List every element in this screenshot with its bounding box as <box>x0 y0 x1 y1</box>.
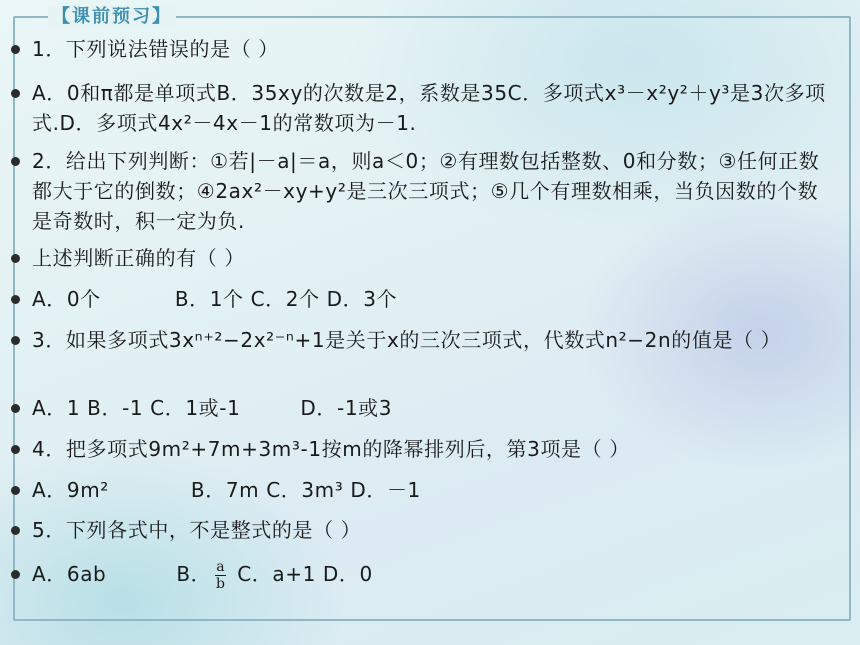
option-rest: B．1个 C．2个 D．3个 <box>174 287 398 311</box>
question-text: 3．如果多项式3xⁿ⁺²−2x²⁻ⁿ+1是关于x的三次三项式，代数式n²−2n的值是（ ） <box>32 328 782 352</box>
question-1 <box>32 34 848 64</box>
question-3-options <box>32 393 848 423</box>
bullet-icon <box>11 157 20 166</box>
option-a: A．1 B．-1 C．1或-1 <box>32 396 241 420</box>
bullet-icon <box>11 254 20 263</box>
bullet-icon <box>11 570 20 579</box>
section-title: 【课前预习】 <box>48 6 176 28</box>
option-rest: C．a+1 D．0 <box>230 562 373 586</box>
question-2-options <box>32 284 848 314</box>
question-1-options <box>32 78 832 138</box>
bullet-icon <box>11 486 20 495</box>
bullet-icon <box>11 445 20 454</box>
option-b-label: B． <box>176 562 212 586</box>
option-a: A．9m² <box>32 478 109 502</box>
fraction-a-over-b <box>215 559 226 592</box>
bullet-icon <box>11 45 20 54</box>
question-text: 1．下列说法错误的是（ ） <box>32 37 279 61</box>
bullet-icon <box>11 295 20 304</box>
bullet-icon <box>11 336 20 345</box>
bullet-icon <box>11 526 20 535</box>
question-5-options <box>32 559 848 592</box>
bullet-icon <box>11 89 20 98</box>
question-text: 上述判断正确的有（ ） <box>32 246 245 270</box>
question-text: 2．给出下列判断：①若|－a|＝a，则a＜0；②有理数包括整数、0和分数；③任何正数都大于它的倒数；④2ax²－xy+y²是三次三项式；⑤几个有理数相乘，当负因数的个数是奇数时，积一定为负. <box>32 149 820 233</box>
question-4 <box>32 434 848 464</box>
fraction-denominator: b <box>215 576 226 592</box>
option-rest: B．7m C．3m³ D．－1 <box>190 478 421 502</box>
fraction-numerator: a <box>216 559 226 575</box>
bullet-icon <box>11 404 20 413</box>
question-5 <box>32 515 848 545</box>
question-2-prompt <box>32 243 848 273</box>
option-d: D．-1或3 <box>300 396 393 420</box>
option-a: A．0个 <box>32 287 101 311</box>
question-2 <box>32 146 838 236</box>
question-3 <box>32 325 838 355</box>
option-text: A．0和π都是单项式B．35xy的次数是2，系数是35C．多项式x³－x²y²＋y³是3次多项式.D．多项式4x²－4x－1的常数项为－1. <box>32 81 826 135</box>
question-text: 4．把多项式9m²+7m+3m³-1按m的降幂排列后，第3项是（ ） <box>32 437 630 461</box>
question-4-options <box>32 475 848 505</box>
question-text: 5．下列各式中，不是整式的是（ ） <box>32 518 362 542</box>
option-a: A．6ab <box>32 562 107 586</box>
